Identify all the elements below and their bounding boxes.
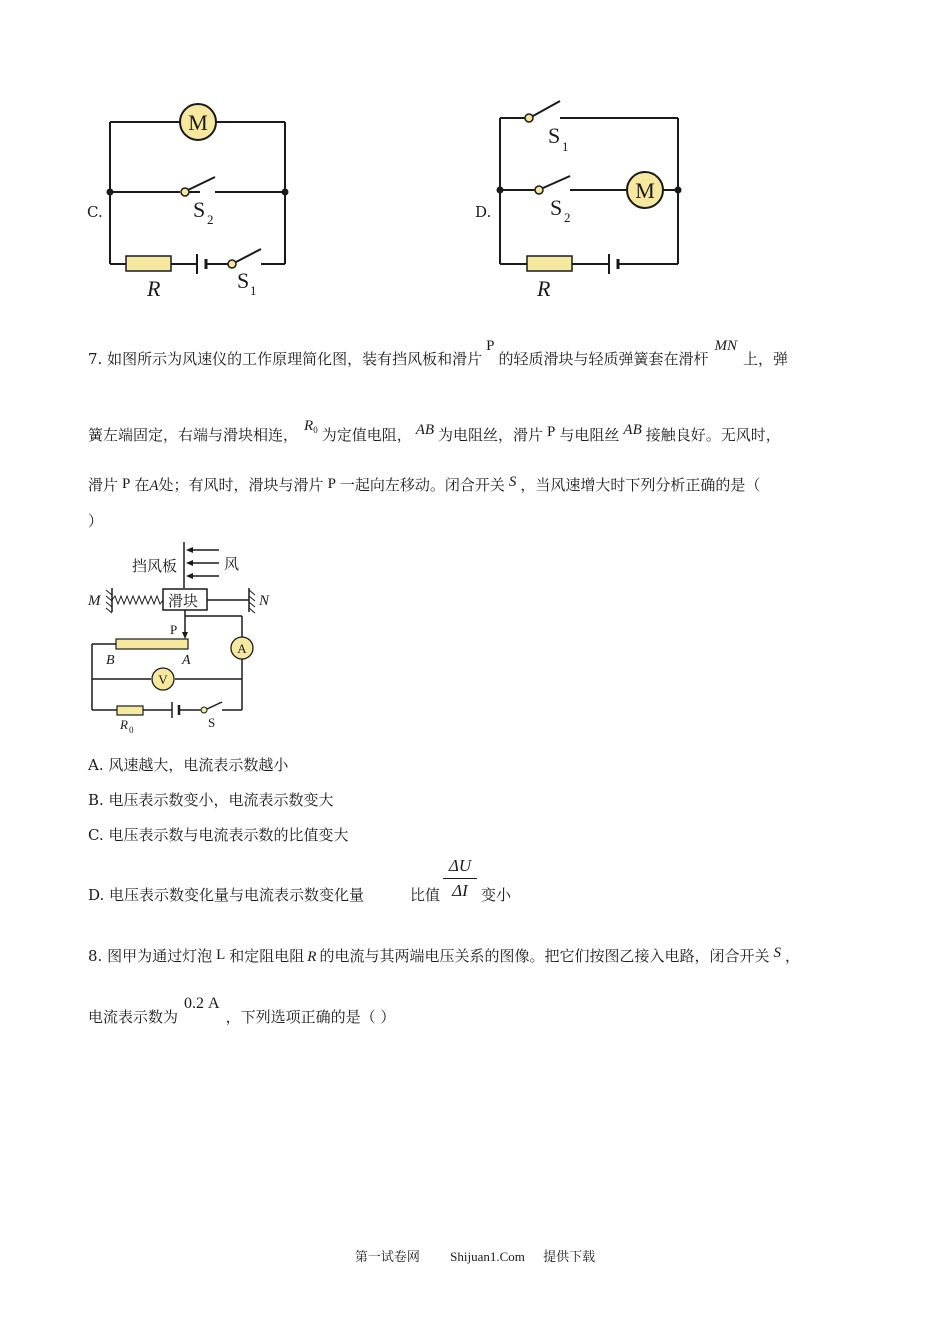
p-label: P xyxy=(170,622,178,637)
resistor-icon xyxy=(126,256,171,271)
circuit-diagram-d xyxy=(490,95,690,305)
switch-s1-sub: 1 xyxy=(250,283,257,298)
switch-s2-sub: 2 xyxy=(564,210,571,225)
fraction-numerator: ΔU xyxy=(448,856,472,875)
switch-s1-label: S xyxy=(548,123,561,148)
motor-label: M xyxy=(635,178,655,203)
r0-label: R xyxy=(120,717,128,732)
wind-label: 风 xyxy=(224,555,240,573)
motor-label: M xyxy=(188,110,208,135)
ammeter-label: A xyxy=(237,641,247,656)
option-d-letter: D. xyxy=(475,203,492,221)
resistor-label: R xyxy=(147,276,161,301)
n-label: N xyxy=(259,593,270,609)
slider-label: 滑块 xyxy=(168,592,199,610)
switch-s2-label: S xyxy=(550,195,563,220)
q8-line-2: 电流表示数为0.2 A，下列选项正确的是（ ） xyxy=(88,995,396,1026)
spring-icon xyxy=(112,596,163,604)
q7-option-d: D. 电压表示数变化量与电流表示数变化量 xyxy=(88,886,365,904)
r0-sub: 0 xyxy=(129,725,134,735)
fraction-denominator: ΔI xyxy=(452,881,468,900)
b-label: B xyxy=(106,653,115,668)
q7-option-b: B. 电压表示数变小，电流表示数变大 xyxy=(88,791,334,809)
s-label: S xyxy=(208,715,216,730)
switch-s2-sub: 2 xyxy=(207,212,214,227)
footer-suffix: 提供下载 xyxy=(543,1250,596,1265)
switch-s1-sub: 1 xyxy=(562,139,569,154)
resistor-label: R xyxy=(537,276,551,301)
footer-site: 第一试卷网 xyxy=(354,1250,420,1265)
resistor-icon xyxy=(527,256,572,271)
switch-contact-icon xyxy=(181,188,189,196)
q7-option-a: A. 风速越大，电流表示数越小 xyxy=(88,756,289,774)
q7-line-1: 7. 如图所示为风速仪的工作原理简化图，装有挡风板和滑片P的轻质滑块与轻质弹簧套在滑杆MN上，弹 xyxy=(88,338,788,368)
q7-line-3: 滑片 P 在A处；有风时，滑块与滑片 P 一起向左移动。闭合开关 S ，当风速增大时下列分析正确的是（ xyxy=(88,474,761,494)
resistor-r0-icon xyxy=(117,706,143,715)
switch-s1-label: S xyxy=(237,268,250,293)
voltmeter-label: V xyxy=(158,672,168,687)
switch-s2-label: S xyxy=(193,197,206,222)
delta-fraction xyxy=(443,856,477,901)
page-footer xyxy=(0,1246,950,1265)
q7-line-4: ） xyxy=(88,512,104,530)
a-label: A xyxy=(182,653,191,668)
q7-line-2: 簧左端固定，右端与滑块相连， $R^0$ 为定值电阻， AB 为电阻丝，滑片 P 与电阻丝 AB 接触良好。无风时， xyxy=(88,418,781,444)
q7-option-d-tail: 变小 xyxy=(481,886,512,904)
resistor-wire-ab xyxy=(116,639,188,649)
q7-option-d-ratio-label: 比值 xyxy=(410,886,441,904)
q7-option-c: C. 电压表示数与电流表示数的比值变大 xyxy=(88,826,349,844)
footer-domain: Shijuan1.Com xyxy=(450,1249,525,1264)
m-label: M xyxy=(88,593,101,609)
baffle-label: 挡风板 xyxy=(132,557,178,575)
wind-meter-diagram xyxy=(84,540,284,740)
q8-line-1: 8. 图甲为通过灯泡 L 和定阻电阻 R 的电流与其两端电压关系的图像。把它们按图乙接入电路，闭合开关 S ， xyxy=(88,945,800,965)
circuit-diagram-c xyxy=(100,95,300,305)
option-c-letter: C. xyxy=(87,203,103,221)
